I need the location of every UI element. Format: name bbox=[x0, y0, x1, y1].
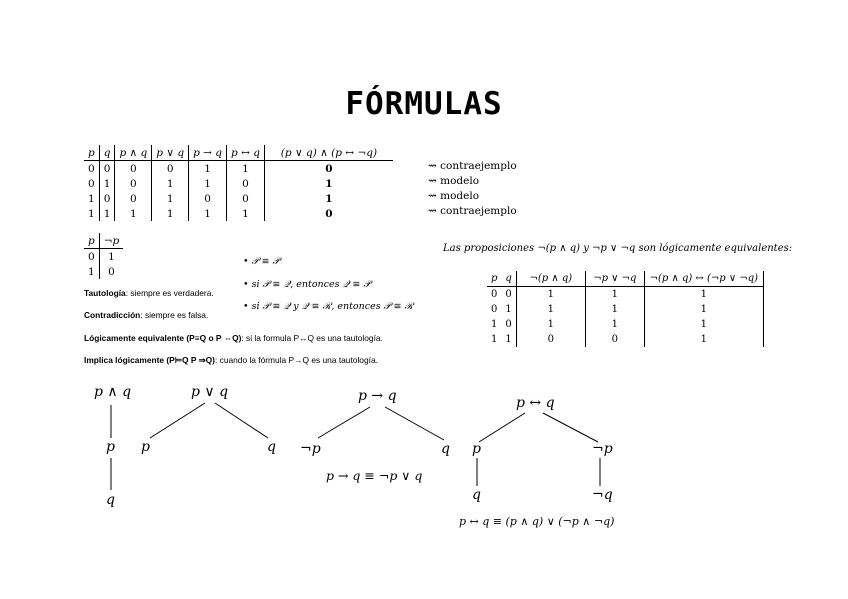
tree-or-node: q bbox=[267, 439, 276, 455]
table-cell: 1 bbox=[325, 192, 333, 205]
page-title: FÓRMULAS bbox=[345, 86, 503, 122]
tree-or-node: p bbox=[141, 439, 150, 455]
table-cell: 1 bbox=[585, 317, 644, 332]
row-annotation: ⇝ modelo bbox=[428, 175, 480, 187]
table-cell: 0 bbox=[325, 162, 333, 175]
table-cell: 1 bbox=[227, 161, 265, 177]
equivalence-property: • 𝒫 ≡ 𝒫 bbox=[243, 256, 280, 267]
definition-text: : siempre es falsa. bbox=[140, 310, 209, 320]
table-cell: 1 bbox=[152, 206, 189, 221]
table-cell: 1 bbox=[516, 287, 585, 303]
table-cell: 0 bbox=[516, 332, 585, 347]
table-cell: 0 bbox=[501, 317, 516, 332]
tree-edge bbox=[215, 403, 268, 438]
table-cell: 1 bbox=[491, 334, 498, 345]
column-header: p → q bbox=[189, 145, 227, 161]
table-cell: 0 bbox=[325, 207, 333, 220]
table-cell: 0 bbox=[491, 289, 498, 300]
column-header: (p ∨ q) ∧ (p ↔ ¬q) bbox=[264, 145, 393, 161]
column-header: ¬p ∨ ¬q bbox=[585, 271, 644, 287]
table-cell: 1 bbox=[516, 317, 585, 332]
table-cell: 1 bbox=[189, 176, 227, 191]
table-cell: 0 bbox=[99, 191, 115, 206]
column-header: p bbox=[84, 233, 99, 249]
table-cell: 0 bbox=[84, 161, 99, 177]
table-cell: 0 bbox=[152, 161, 189, 177]
column-header: p ↔ q bbox=[227, 145, 265, 161]
table-cell: 0 bbox=[99, 161, 115, 177]
tree-iff-node: q bbox=[472, 487, 481, 503]
table-cell: 1 bbox=[644, 287, 763, 303]
table-cell: 0 bbox=[501, 287, 516, 303]
definition-text: : cuando la fórmula P→Q es una tautología. bbox=[214, 355, 378, 365]
row-annotation: ⇝ modelo bbox=[428, 190, 480, 202]
table-cell: 0 bbox=[115, 161, 152, 177]
tree-iff-root: p ↔ q bbox=[516, 395, 555, 411]
tree-and-node: p bbox=[106, 439, 115, 455]
equivalence-property: • si 𝒫 ≡ 𝒬 y 𝒬 ≡ ℛ, entonces 𝒫 ≡ ℛ bbox=[243, 301, 414, 312]
tree-and-root: p ∧ q bbox=[94, 384, 132, 400]
definition-text: : si la formula P↔Q es una tautología. bbox=[241, 333, 383, 343]
table-cell: 0 bbox=[189, 191, 227, 206]
tree-or-root: p ∨ q bbox=[191, 384, 229, 400]
table-cell: 1 bbox=[189, 161, 227, 177]
table-cell: 1 bbox=[84, 191, 99, 206]
column-header: q bbox=[501, 271, 516, 287]
equivalence-property: • si 𝒫 ≡ 𝒬, entonces 𝒬 ≡ 𝒫 bbox=[243, 279, 371, 290]
tree-iff-node: ¬q bbox=[592, 487, 613, 503]
column-header: ¬p bbox=[99, 233, 123, 249]
table-cell: 1 bbox=[644, 332, 763, 347]
tree-and-node: q bbox=[106, 492, 115, 508]
column-header: ¬(p ∧ q) ↔ (¬p ∨ ¬q) bbox=[644, 271, 763, 287]
table-cell: 1 bbox=[644, 317, 763, 332]
tree-imp-node: q bbox=[441, 441, 450, 457]
table-cell: 1 bbox=[501, 302, 516, 317]
tree-imp-node: ¬p bbox=[300, 441, 321, 457]
column-header: ¬(p ∧ q) bbox=[516, 271, 585, 287]
equivalence-statement: Las proposiciones ¬(p ∧ q) y ¬p ∨ ¬q son lógicamente equivalentes: bbox=[443, 243, 793, 254]
tree-iff-equivalence: p ↔ q ≡ (p ∧ q) ∨ (¬p ∧ ¬q) bbox=[459, 515, 615, 528]
definition-term: Lógicamente equivalente (P≡Q o P ⇔Q) bbox=[84, 333, 242, 343]
tree-imp-equivalence: p → q ≡ ¬p ∨ q bbox=[326, 468, 423, 483]
tree-iff-node: ¬p bbox=[592, 441, 613, 457]
table-cell: 1 bbox=[516, 302, 585, 317]
tree-edge bbox=[385, 407, 444, 440]
table-cell: 0 bbox=[115, 176, 152, 191]
table-cell: 1 bbox=[491, 319, 498, 330]
column-header: q bbox=[99, 145, 115, 161]
table-cell: 1 bbox=[644, 302, 763, 317]
table-cell: 1 bbox=[189, 206, 227, 221]
column-header: p bbox=[84, 145, 99, 161]
table-cell: 1 bbox=[152, 191, 189, 206]
column-header: p bbox=[487, 271, 501, 287]
row-annotation: ⇝ contraejemplo bbox=[428, 160, 517, 172]
table-cell: 1 bbox=[325, 177, 333, 190]
definition-text: : siempre es verdadera. bbox=[125, 288, 214, 298]
table-cell: 1 bbox=[84, 264, 99, 279]
table-cell: 0 bbox=[585, 332, 644, 347]
table-cell: 0 bbox=[115, 191, 152, 206]
table-cell: 0 bbox=[108, 265, 115, 278]
definition-term: Contradicción bbox=[84, 310, 141, 320]
row-annotation: ⇝ contraejemplo bbox=[428, 205, 517, 217]
tree-edge bbox=[543, 413, 598, 442]
column-header: p ∧ q bbox=[115, 145, 152, 161]
column-header: p ∨ q bbox=[152, 145, 189, 161]
table-cell: 1 bbox=[585, 287, 644, 303]
definition-term: Implica lógicamente (P⊨Q P ⇒Q) bbox=[84, 355, 215, 365]
table-cell: 1 bbox=[227, 206, 265, 221]
tree-edge bbox=[479, 413, 525, 442]
table-cell: 1 bbox=[152, 176, 189, 191]
table-cell: 1 bbox=[84, 206, 99, 221]
table-cell: 1 bbox=[501, 332, 516, 347]
table-cell: 1 bbox=[99, 176, 115, 191]
table-cell: 1 bbox=[585, 302, 644, 317]
definition-term: Tautología bbox=[84, 288, 126, 298]
table-cell: 1 bbox=[108, 250, 115, 263]
tree-imp-root: p → q bbox=[358, 388, 397, 404]
tree-edge bbox=[150, 403, 205, 438]
tree-edge bbox=[318, 407, 370, 438]
table-cell: 0 bbox=[84, 249, 99, 265]
table-cell: 1 bbox=[99, 206, 115, 221]
table-cell: 1 bbox=[115, 206, 152, 221]
table-cell: 0 bbox=[84, 176, 99, 191]
table-cell: 0 bbox=[227, 191, 265, 206]
tree-iff-node: p bbox=[472, 441, 481, 457]
table-cell: 0 bbox=[491, 304, 498, 315]
table-cell: 0 bbox=[227, 176, 265, 191]
